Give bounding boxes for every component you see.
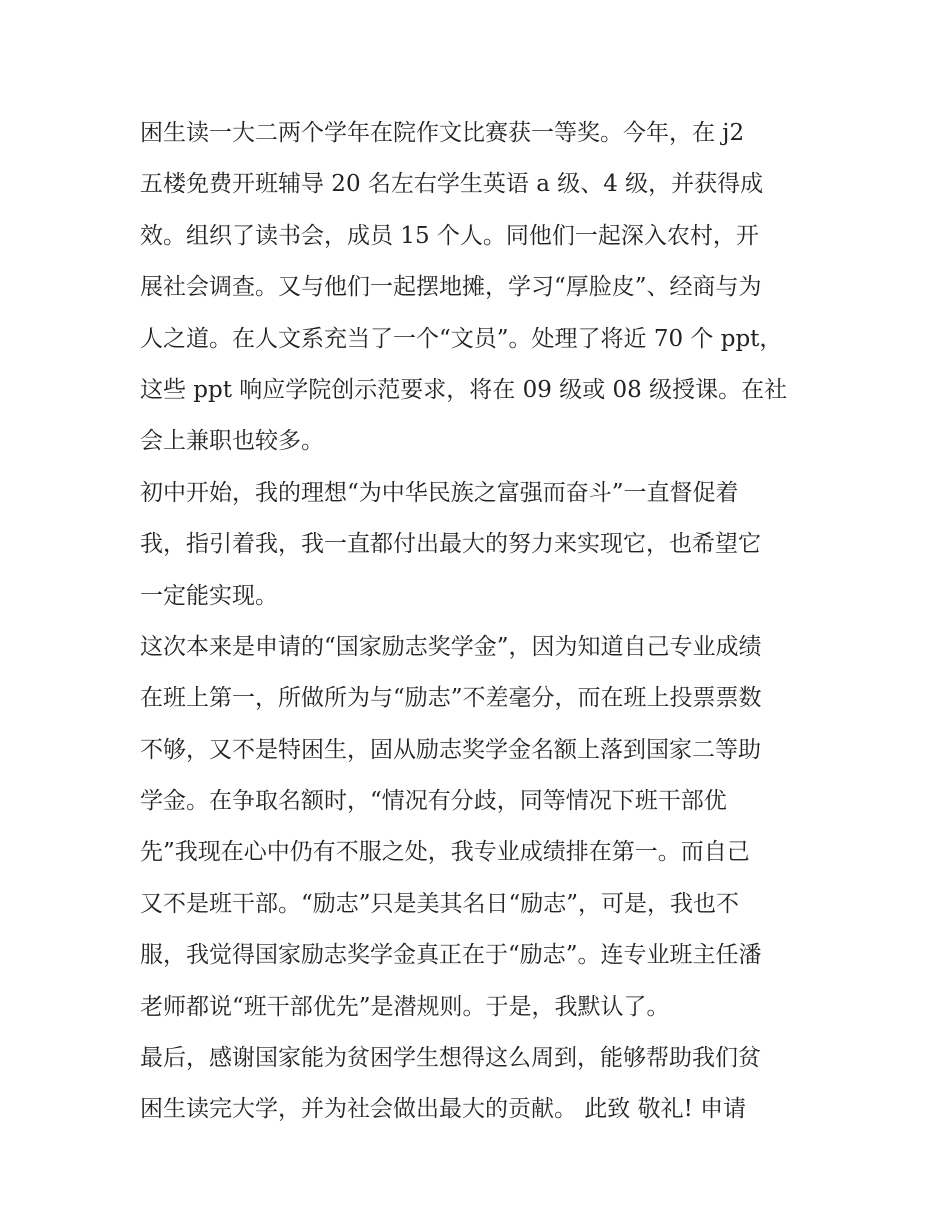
text-line: 学金。在争取名额时，“情况有分歧，同等情况下班干部优 [140,788,727,815]
text-line: 这次本来是申请的“国家励志奖学金”，因为知道自己专业成绩 [140,633,762,660]
text-line: 我，指引着我，我一直都付出最大的努力来实现它，也希望它 [140,531,761,558]
text-line: 先”我现在心中仍有不服之处，我专业成绩排在第一。而自己 [140,839,750,866]
text-line: 不够，又不是特困生，固从励志奖学金名额上落到国家二等助 [140,736,761,763]
text-line: 在班上第一，所做所为与“励志”不差毫分，而在班上投票票数 [140,685,762,712]
text-line: 人之道。在人文系充当了一个“文员”。处理了将近 70 个 ppt， [140,325,783,352]
text-line: 又不是班干部。“励志”只是美其名日“励志”，可是，我也不 [140,890,740,917]
text-line: 服，我觉得国家励志奖学金真正在于“励志”。连专业班主任潘 [140,942,762,969]
text-line: 展社会调查。又与他们一起摆地摊，学习“厚脸皮”、经商与为 [140,274,762,301]
text-line: 会上兼职也较多。 [140,428,324,455]
text-line: 最后，感谢国家能为贫困学生想得这么周到，能够帮助我们贫 [140,1045,761,1072]
text-line: 困生读完大学，并为社会做出最大的贡献。 此致 敬礼! 申请 [140,1096,747,1123]
text-line: 老师都说“班干部优先”是潜规则。于是，我默认了。 [140,993,670,1020]
text-line: 这些 ppt 响应学院创示范要求，将在 09 级或 08 级授课。在社 [140,376,788,403]
document-body [140,108,820,1136]
text-line: 初中开始，我的理想“为中华民族之富强而奋斗”一直督促着 [140,479,739,506]
text-line: 效。组织了读书会，成员 15 个人。同他们一起深入农村，开 [140,222,759,249]
text-line: 困生读一大二两个学年在院作文比赛获一等奖。今年，在 j2 [140,120,745,146]
text-line: 一定能实现。 [140,582,278,609]
text-line: 五楼免费开班辅导 20 名左右学生英语 a 级、4 级，并获得成 [140,171,764,198]
